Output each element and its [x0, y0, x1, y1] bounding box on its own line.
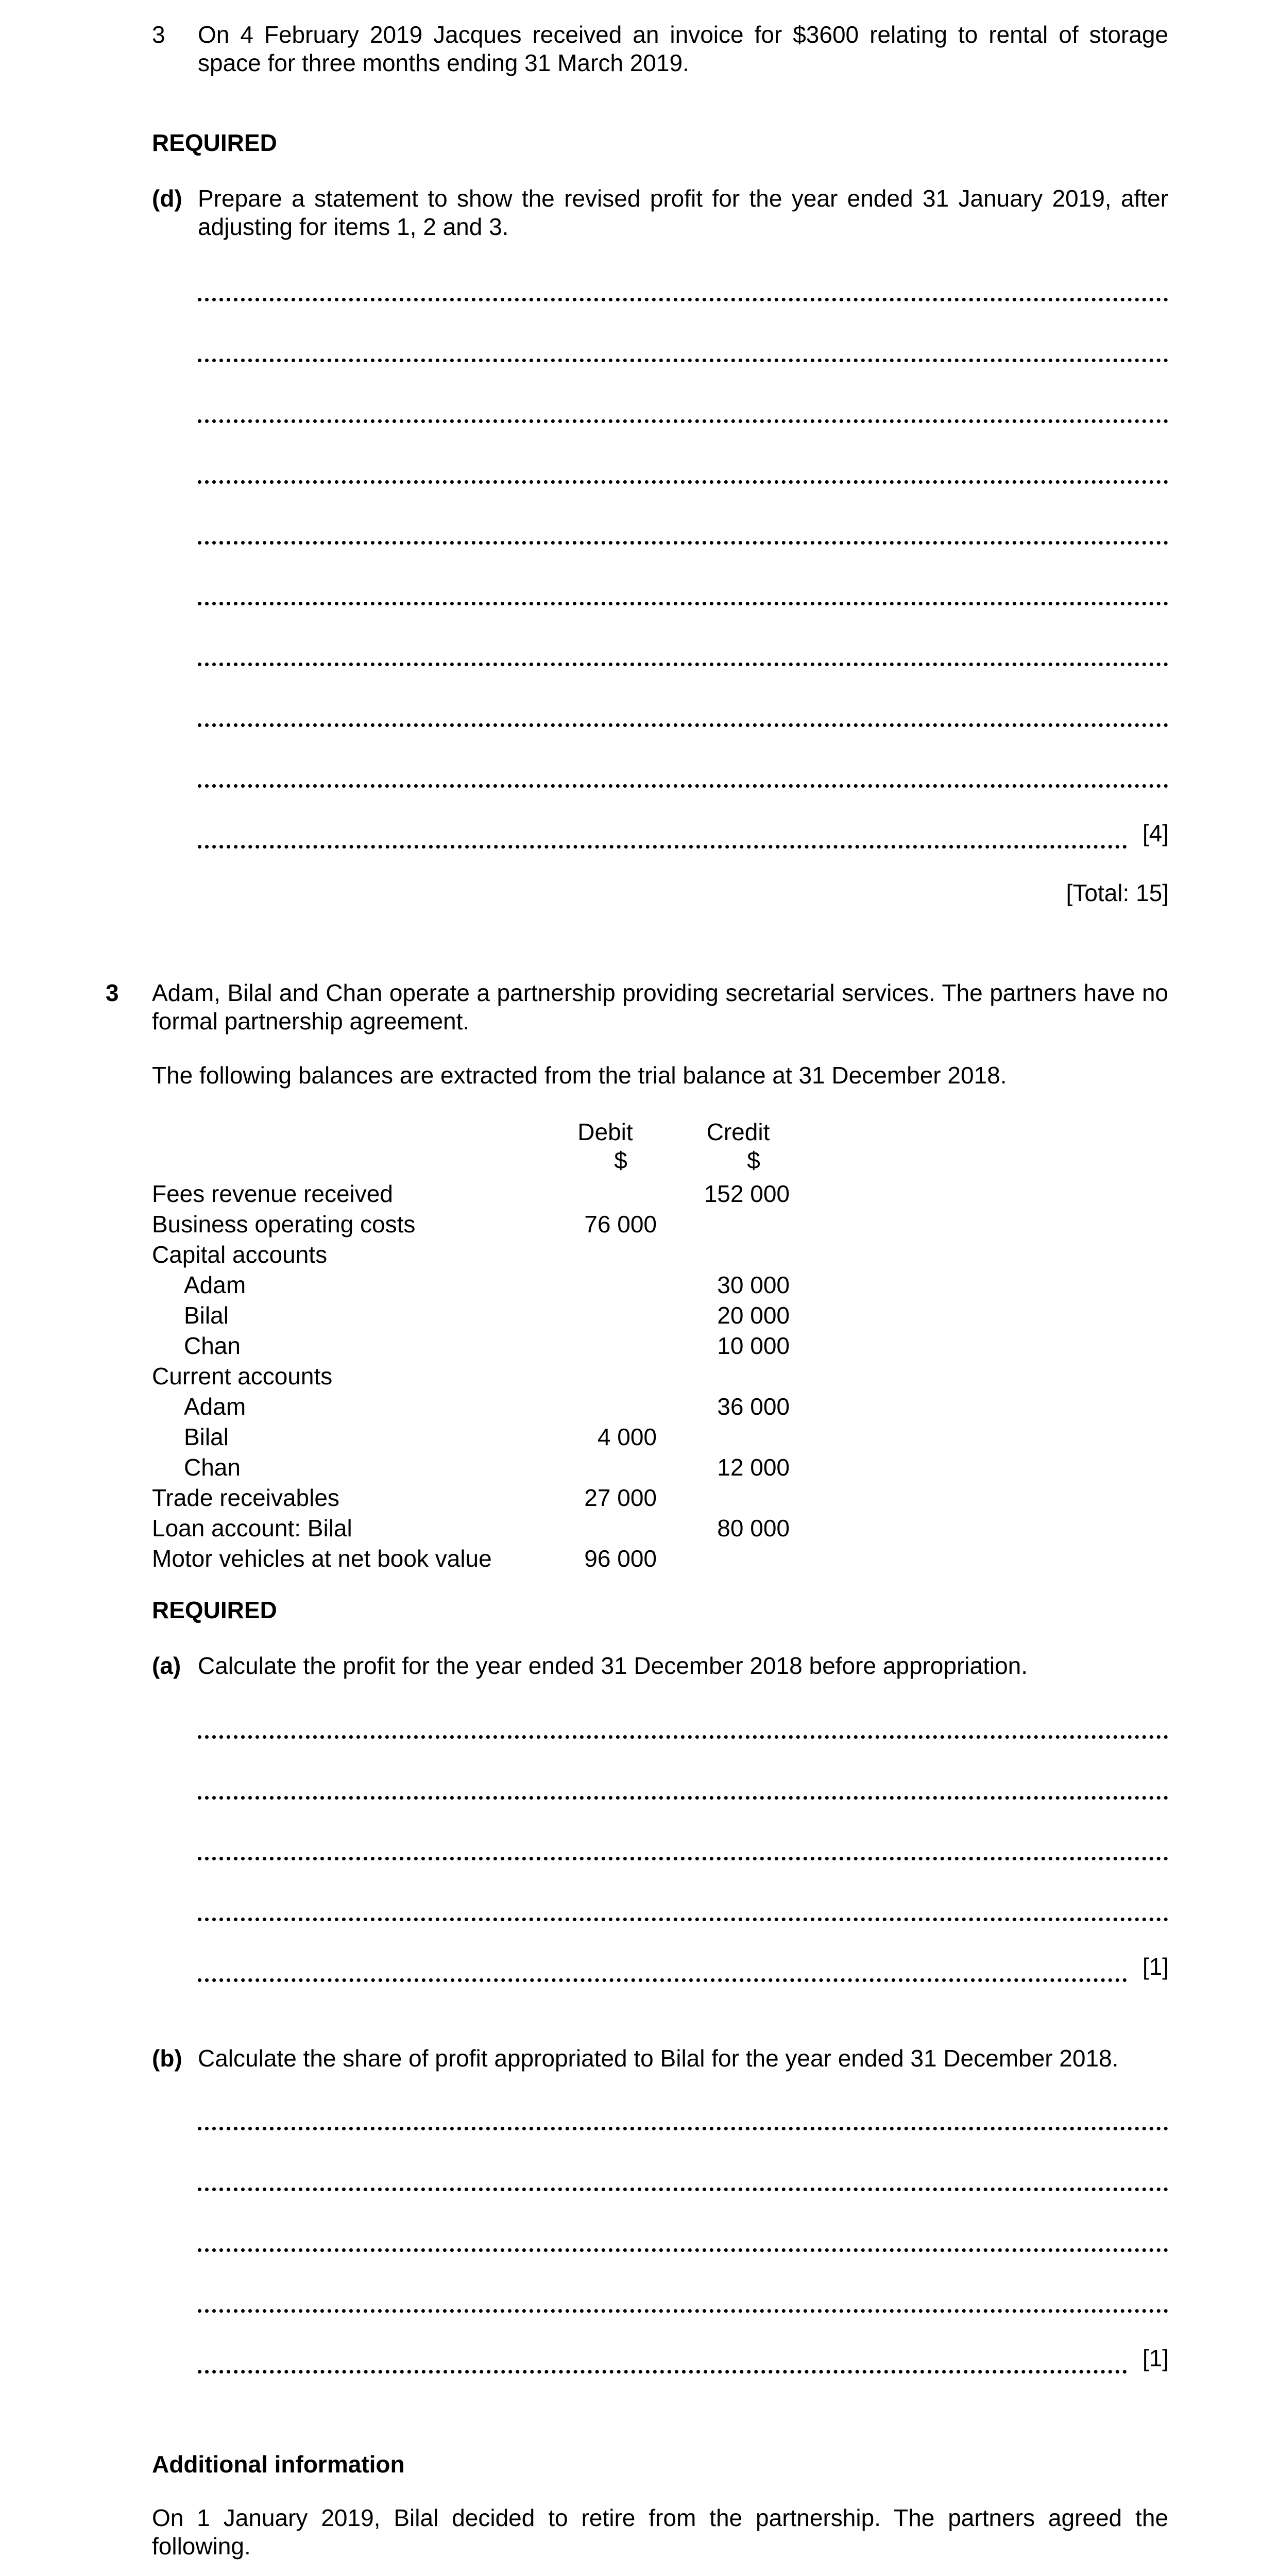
credit-value: 10 000: [717, 1332, 790, 1359]
table-row: [152, 1393, 822, 1423]
question-text: Prepare a statement to show the revised profit for the year ended 31 January 2019, after adjusting for items 1, 2 and 3.: [198, 185, 1168, 240]
answer-line[interactable]: [198, 784, 1168, 788]
answer-line[interactable]: [198, 541, 1168, 545]
row-label: Fees revenue received: [152, 1180, 393, 1207]
table-row: [152, 1423, 822, 1453]
question-text: Calculate the share of profit appropriated to Bilal for the year ended 31 December 2018.: [198, 2045, 1119, 2072]
debit-header: Debit: [577, 1118, 633, 1145]
part-label: (b): [152, 2045, 182, 2072]
trial-balance-intro: The following balances are extracted from the trial balance at 31 December 2018.: [152, 1062, 1007, 1089]
table-row: [152, 1301, 822, 1332]
total-marks: [Total: 15]: [1066, 879, 1169, 906]
debit-value: 4 000: [597, 1423, 657, 1450]
row-label: Chan: [184, 1454, 241, 1481]
debit-value: 27 000: [584, 1484, 657, 1511]
row-label: Bilal: [184, 1302, 229, 1329]
row-label: Bilal: [184, 1423, 229, 1450]
table-row: [152, 1484, 822, 1514]
debit-currency: $: [614, 1147, 627, 1174]
answer-line[interactable]: [198, 2309, 1168, 2313]
row-label: Loan account: Bilal: [152, 1515, 352, 1541]
question-text: Calculate the profit for the year ended 31 December 2018 before appropriation.: [198, 1652, 1028, 1679]
table-row: [152, 1514, 822, 1545]
required-heading: REQUIRED: [152, 1597, 277, 1623]
answer-line[interactable]: [198, 2127, 1168, 2130]
marks-label: [4]: [1142, 820, 1169, 846]
credit-value: 80 000: [717, 1515, 790, 1541]
table-row: [152, 1453, 822, 1484]
question-number: 3: [106, 979, 119, 1006]
marks-label: [1]: [1142, 1953, 1169, 1980]
answer-line[interactable]: [198, 845, 1127, 849]
credit-value: 30 000: [717, 1272, 790, 1298]
row-label: Adam: [184, 1393, 246, 1420]
answer-line[interactable]: [198, 2248, 1168, 2252]
credit-header: Credit: [706, 1118, 770, 1145]
credit-value: 152 000: [704, 1180, 790, 1207]
answer-line[interactable]: [198, 419, 1168, 423]
table-row: [152, 1241, 822, 1271]
credit-value: 12 000: [717, 1454, 790, 1481]
table-row: [152, 1180, 822, 1210]
answer-line[interactable]: [198, 663, 1168, 666]
answer-line[interactable]: [198, 1735, 1168, 1739]
credit-currency: $: [747, 1147, 760, 1174]
table-row: [152, 1362, 822, 1393]
answer-line[interactable]: [198, 298, 1168, 301]
row-label: Chan: [184, 1332, 241, 1359]
answer-line[interactable]: [198, 2370, 1127, 2374]
question-intro: Adam, Bilal and Chan operate a partnership providing secretarial services. The partners have no formal partnership agreement.: [152, 979, 1168, 1035]
credit-value: 36 000: [717, 1393, 790, 1420]
answer-line[interactable]: [198, 602, 1168, 605]
part-label: (a): [152, 1652, 181, 1679]
debit-value: 96 000: [584, 1545, 657, 1572]
additional-intro: On 1 January 2019, Bilal decided to retire from the partnership. The partners agreed the following.: [152, 2504, 1168, 2560]
marks-label: [1]: [1142, 2345, 1169, 2371]
required-heading: REQUIRED: [152, 129, 277, 156]
row-label: Motor vehicles at net book value: [152, 1545, 492, 1572]
item-number: 3: [152, 21, 165, 48]
answer-line[interactable]: [198, 2188, 1168, 2191]
row-label: Trade receivables: [152, 1484, 339, 1511]
row-label: Current accounts: [152, 1363, 333, 1389]
table-row: [152, 1545, 822, 1575]
item-text: On 4 February 2019 Jacques received an invoice for $3600 relating to rental of storage space for three months ending 31 March 2019.: [198, 21, 1168, 76]
answer-line[interactable]: [198, 1918, 1168, 1921]
answer-line[interactable]: [198, 359, 1168, 362]
answer-line[interactable]: [198, 480, 1168, 484]
credit-value: 20 000: [717, 1302, 790, 1329]
row-label: Adam: [184, 1272, 246, 1298]
row-label: Business operating costs: [152, 1211, 416, 1238]
debit-value: 76 000: [584, 1211, 657, 1238]
table-row: [152, 1332, 822, 1362]
answer-line[interactable]: [198, 1978, 1127, 1982]
table-row: [152, 1271, 822, 1301]
row-label: Capital accounts: [152, 1241, 328, 1268]
part-label: (d): [152, 185, 182, 212]
answer-line[interactable]: [198, 1857, 1168, 1860]
answer-line[interactable]: [198, 723, 1168, 727]
additional-heading: Additional information: [152, 2451, 405, 2478]
answer-line[interactable]: [198, 1796, 1168, 1800]
table-row: [152, 1210, 822, 1241]
